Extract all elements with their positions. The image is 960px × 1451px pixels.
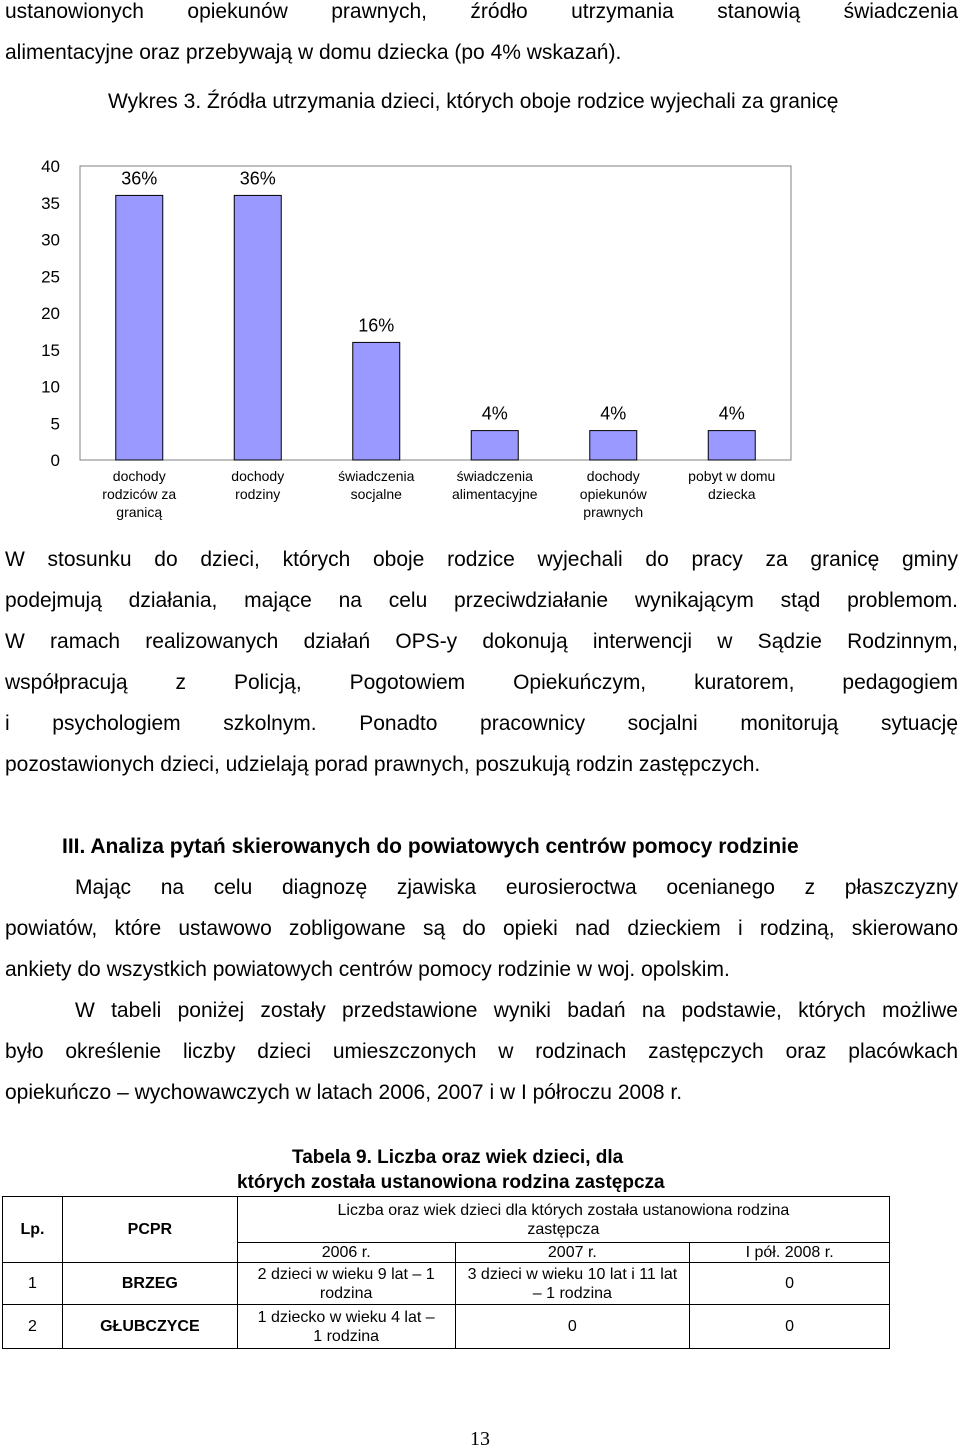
table-row: [3, 1305, 890, 1349]
y-tick-label: 35: [41, 193, 60, 213]
x-tick-label: dochody: [586, 468, 640, 484]
x-tick-label: granicą: [116, 504, 163, 520]
p3-line-1: W tabeli poniżej zostały przedstawione wyniki badań na podstawie, których możliwe: [75, 999, 958, 1022]
data-label: 36%: [239, 168, 276, 189]
bar: [353, 342, 400, 460]
header-pcpr: PCPR: [62, 1197, 237, 1263]
header-group-line-2: zastępcza: [527, 1220, 600, 1238]
x-tick-label: pobyt w domu: [688, 468, 776, 484]
row-pcpr: BRZEG: [62, 1263, 237, 1305]
cell-line: 3 dzieci w wieku 10 lat i 11 lat: [467, 1265, 678, 1283]
row-2006: [237, 1263, 455, 1305]
bar: [116, 195, 163, 460]
row-lp: 1: [3, 1263, 63, 1305]
data-label: 16%: [358, 315, 395, 336]
intro-line-1: ustanowionych opiekunów prawnych, źródło utrzymania stanowią świadczenia: [5, 0, 958, 23]
p1-line-5: i psychologiem szkolnym. Ponadto pracownicy socjalni monitorują sytuację: [5, 712, 958, 735]
p1-line-1: W stosunku do dzieci, których oboje rodzice wyjechali do pracy za granicę gminy: [5, 548, 958, 571]
y-tick-label: 0: [50, 451, 60, 470]
y-tick-label: 30: [41, 230, 60, 250]
x-tick-label: dziecka: [708, 486, 756, 502]
cell-line: rodzina: [319, 1284, 373, 1302]
x-tick-label: rodziny: [235, 486, 281, 502]
table-caption-line-1: Tabela 9. Liczba oraz wiek dzieci, dla: [292, 1147, 624, 1168]
x-tick-label: świadczenia: [338, 468, 415, 484]
p1-line-6: pozostawionych dzieci, udzielają porad prawnych, poszukują rodzin zastępczych.: [5, 753, 761, 776]
data-label: 36%: [121, 168, 158, 189]
data-label: 4%: [481, 403, 508, 424]
p2-line-3: ankiety do wszystkich powiatowych centrów pomocy rodzinie w woj. opolskim.: [5, 958, 730, 981]
bar: [590, 431, 637, 460]
p1-line-4: współpracują z Policją, Pogotowiem Opiekuńczym, kuratorem, pedagogiem: [5, 671, 958, 694]
header-year-2007: 2007 r.: [455, 1243, 690, 1263]
intro-line-2: alimentacyjne oraz przebywają w domu dziecka (po 4% wskazań).: [5, 41, 622, 64]
p1-line-2: podejmują działania, mające na celu przeciwdziałanie wynikającym stąd problemom.: [5, 589, 958, 612]
table-9: [2, 1196, 890, 1349]
x-tick-label: socjalne: [350, 486, 402, 502]
p1-line-3: W ramach realizowanych działań OPS-y dokonują interwencji w Sądzie Rodzinnym,: [5, 630, 958, 653]
bar: [471, 431, 518, 460]
y-tick-label: 20: [41, 304, 60, 323]
header-year-2006: 2006 r.: [237, 1243, 455, 1263]
p3-line-2: było określenie liczby dzieci umieszczonych w rodzinach zastępczych oraz placówkach: [5, 1040, 958, 1063]
cell-line: 1 rodzina: [313, 1327, 380, 1345]
page-number: 13: [470, 1428, 490, 1450]
chart-title: Wykres 3. Źródła utrzymania dzieci, których oboje rodzice wyjechali za granicę: [108, 90, 839, 113]
section-heading: III. Analiza pytań skierowanych do powiatowych centrów pomocy rodzinie: [62, 835, 799, 858]
header-year-2008: I pół. 2008 r.: [690, 1243, 890, 1263]
bar: [708, 431, 755, 460]
header-group: [237, 1197, 889, 1243]
table-caption-line-2: których została ustanowiona rodzina zastępcza: [237, 1172, 665, 1193]
x-tick-label: dochody: [112, 468, 166, 484]
bar-chart: [0, 140, 960, 540]
row-2007: [455, 1263, 690, 1305]
y-tick-label: 5: [50, 414, 60, 434]
row-2007: 0: [455, 1305, 690, 1349]
row-2008: 0: [690, 1263, 890, 1305]
x-tick-label: prawnych: [583, 504, 644, 520]
cell-line: 2 dzieci w wieku 9 lat – 1: [257, 1265, 435, 1283]
row-2006: [237, 1305, 455, 1349]
header-lp: Lp.: [3, 1197, 63, 1263]
p2-line-2: powiatów, które ustawowo zobligowane są do opieki nad dzieckiem i rodziną, skierowano: [5, 917, 958, 940]
y-tick-label: 25: [41, 267, 60, 287]
y-tick-label: 10: [41, 377, 60, 397]
data-label: 4%: [718, 403, 745, 424]
row-lp: 2: [3, 1305, 63, 1349]
x-tick-label: rodziców za: [102, 486, 177, 502]
plot-area: [80, 166, 791, 460]
table-row: [3, 1263, 890, 1305]
y-tick-label: 15: [41, 340, 60, 360]
data-label: 4%: [600, 403, 627, 424]
row-2008: 0: [690, 1305, 890, 1349]
p3-line-3: opiekuńczo – wychowawczych w latach 2006, 2007 i w I półroczu 2008 r.: [5, 1081, 683, 1104]
x-tick-label: opiekunów: [579, 486, 647, 502]
p2-line-1: Mając na celu diagnozę zjawiska eurosieroctwa ocenianego z płaszczyzny: [75, 876, 958, 899]
x-tick-label: świadczenia: [456, 468, 533, 484]
header-group-line-1: Liczba oraz wiek dzieci dla których została ustanowiona rodzina: [337, 1201, 790, 1219]
row-pcpr: GŁUBCZYCE: [62, 1305, 237, 1349]
bar: [234, 195, 281, 460]
cell-line: – 1 rodzina: [532, 1284, 612, 1302]
y-tick-label: 40: [41, 157, 60, 176]
x-tick-label: alimentacyjne: [451, 486, 538, 502]
cell-line: 1 dziecko w wieku 4 lat –: [257, 1308, 435, 1326]
x-tick-label: dochody: [231, 468, 285, 484]
